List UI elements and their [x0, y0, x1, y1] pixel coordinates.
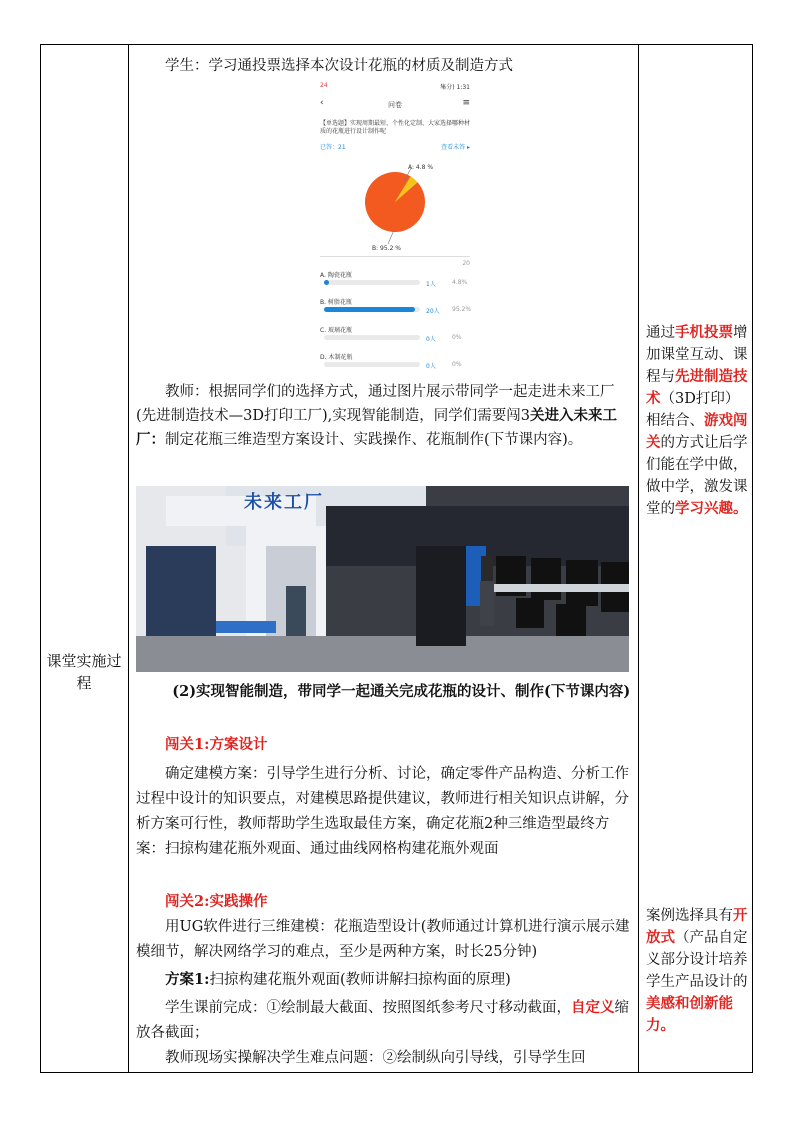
back-icon[interactable]: ‹: [320, 98, 324, 108]
custom-label: 自定义: [571, 999, 615, 1016]
pie-leader-b: [388, 230, 394, 244]
status-right: 集分) 1:31: [440, 84, 470, 91]
pre-class-text-end: 缩放各截面；: [136, 1000, 629, 1041]
side-note-2: [646, 905, 752, 1037]
survey-screenshot: [316, 80, 474, 372]
view-unanswered-link[interactable]: 查看未答 ▸: [441, 144, 470, 151]
level1-text: 确定建模方案：引导学生进行分析、讨论，确定零件产品构造、分析工作过程中设计的知识要点，对建模思路提供建议，教师进行相关知识点讲解，分析方案可行性，教师帮助学生选取最佳方案，确定花瓶2种三维造型最终方案：扫掠构建花瓶外观面、通过曲线网格构建花瓶外观面: [136, 766, 629, 857]
option-percent: 0%: [452, 361, 462, 368]
teacher-text-bold: 关进入未来工厂：: [136, 407, 617, 448]
emphasis-text: 游戏闯关: [646, 412, 748, 451]
level2-text: 用UG软件进行三维建模：花瓶造型设计(教师通过计算机进行演示展示建模细节，解决网络学习的难点，至少是两种方案，时长25分钟): [136, 919, 630, 960]
option-label: D. 木制花瓶: [320, 354, 353, 361]
note-text: （产品自定义部分设计培养学生产品设计的: [646, 930, 748, 990]
note-text: 通过: [646, 325, 675, 341]
option-bar-track: [324, 362, 420, 367]
answered-count: 已答：21: [320, 144, 346, 151]
option-bar-track: [324, 280, 420, 285]
option-bar-fill: [324, 307, 415, 312]
emphasis-text: 先进制造技术: [646, 368, 748, 407]
plan1-text: 扫掠构建花瓶外观面(教师讲解扫掠构面的原理): [209, 972, 511, 988]
option-percent: 0%: [452, 334, 462, 341]
pre-class-text: 学生课前完成：①绘制最大截面、按照图纸参考尺寸移动截面，: [165, 1000, 571, 1016]
pie-label-b: B: 95.2 %: [372, 245, 402, 252]
heading-smart-manufacturing: (2)实现智能制造，带同学一起通关完成花瓶的设计、制作(下节课内容): [172, 683, 631, 700]
table-divider-1: [128, 44, 129, 1073]
note-text: 案例选择具有: [646, 908, 733, 924]
emphasis-text: 美感和创新能力。: [646, 995, 733, 1034]
row-label: 课堂实施过程: [46, 652, 122, 692]
table-border-left: [40, 44, 41, 1073]
plan1-line: [136, 968, 634, 992]
table-border-right: [752, 44, 753, 1073]
teacher-site-line: 教师现场实操解决学生难点问题：②绘制纵向引导线，引导学生回: [165, 1050, 586, 1066]
divider: [320, 256, 470, 257]
option-percent: 95.2%: [452, 306, 472, 313]
option-bar-track: [324, 307, 420, 312]
option-percent: 4.8%: [452, 279, 468, 286]
status-time: 24: [320, 82, 328, 89]
survey-title: 问卷: [388, 101, 402, 109]
future-factory-photo: [136, 486, 629, 672]
table-divider-2: [638, 44, 639, 1073]
factory-sign: 未来工厂: [244, 492, 324, 513]
side-note-1: [646, 322, 752, 520]
note-text: 的方式让后学们能在学中做，做中学，激发课堂的: [646, 435, 748, 517]
emphasis-text: 手机投票: [675, 324, 733, 341]
emphasis-text: 学习兴趣。: [675, 500, 748, 517]
option-label: B. 树脂花瓶: [320, 299, 352, 306]
pie-slices: [365, 172, 425, 232]
emphasis-text: 开放式: [646, 907, 748, 946]
table-border-bottom: [40, 1072, 752, 1073]
teacher-text-cont: 制定花瓶三维造型方案设计、实践操作、花瓶制作(下节课内容)。: [165, 432, 583, 448]
option-count: 0人: [426, 336, 436, 343]
student-vote-line: 学生：学习通投票选择本次设计花瓶的材质及制造方式: [165, 58, 513, 74]
teacher-paragraph: [136, 380, 634, 452]
note-text: 增加课堂互动、课程与: [646, 325, 748, 385]
pre-class-line: [136, 995, 634, 1046]
pie-label-a: A: 4.8 %: [408, 164, 434, 171]
level1-heading: 闯关1:方案设计: [165, 736, 268, 753]
menu-icon[interactable]: ≡: [462, 98, 470, 108]
total-count: 20: [462, 260, 470, 267]
option-count: 1人: [426, 281, 436, 288]
option-bar-track: [324, 335, 420, 340]
note-text: （3D打印）相结合、: [646, 391, 740, 429]
table-border-top: [40, 44, 752, 45]
question-text: 【单选题】实现周期最短、个性化定制、大家选择哪种材质的花瓶进行设计制作呢: [320, 120, 471, 135]
option-count: 20人: [426, 308, 440, 315]
option-label: C. 玻璃花瓶: [320, 327, 353, 334]
teacher-text: 教师：根据同学们的选择方式，通过图片展示带同学一起走进未来工厂(先进制造技术—3D打印工厂),实现智能制造，同学们需要闯3: [136, 384, 615, 424]
option-label: A. 陶瓷花瓶: [320, 272, 352, 279]
option-count: 0人: [426, 363, 436, 370]
level2-heading: 闯关2:实践操作: [165, 893, 268, 910]
option-bar-fill: [324, 280, 329, 285]
plan1-label: 方案1:: [165, 971, 210, 988]
